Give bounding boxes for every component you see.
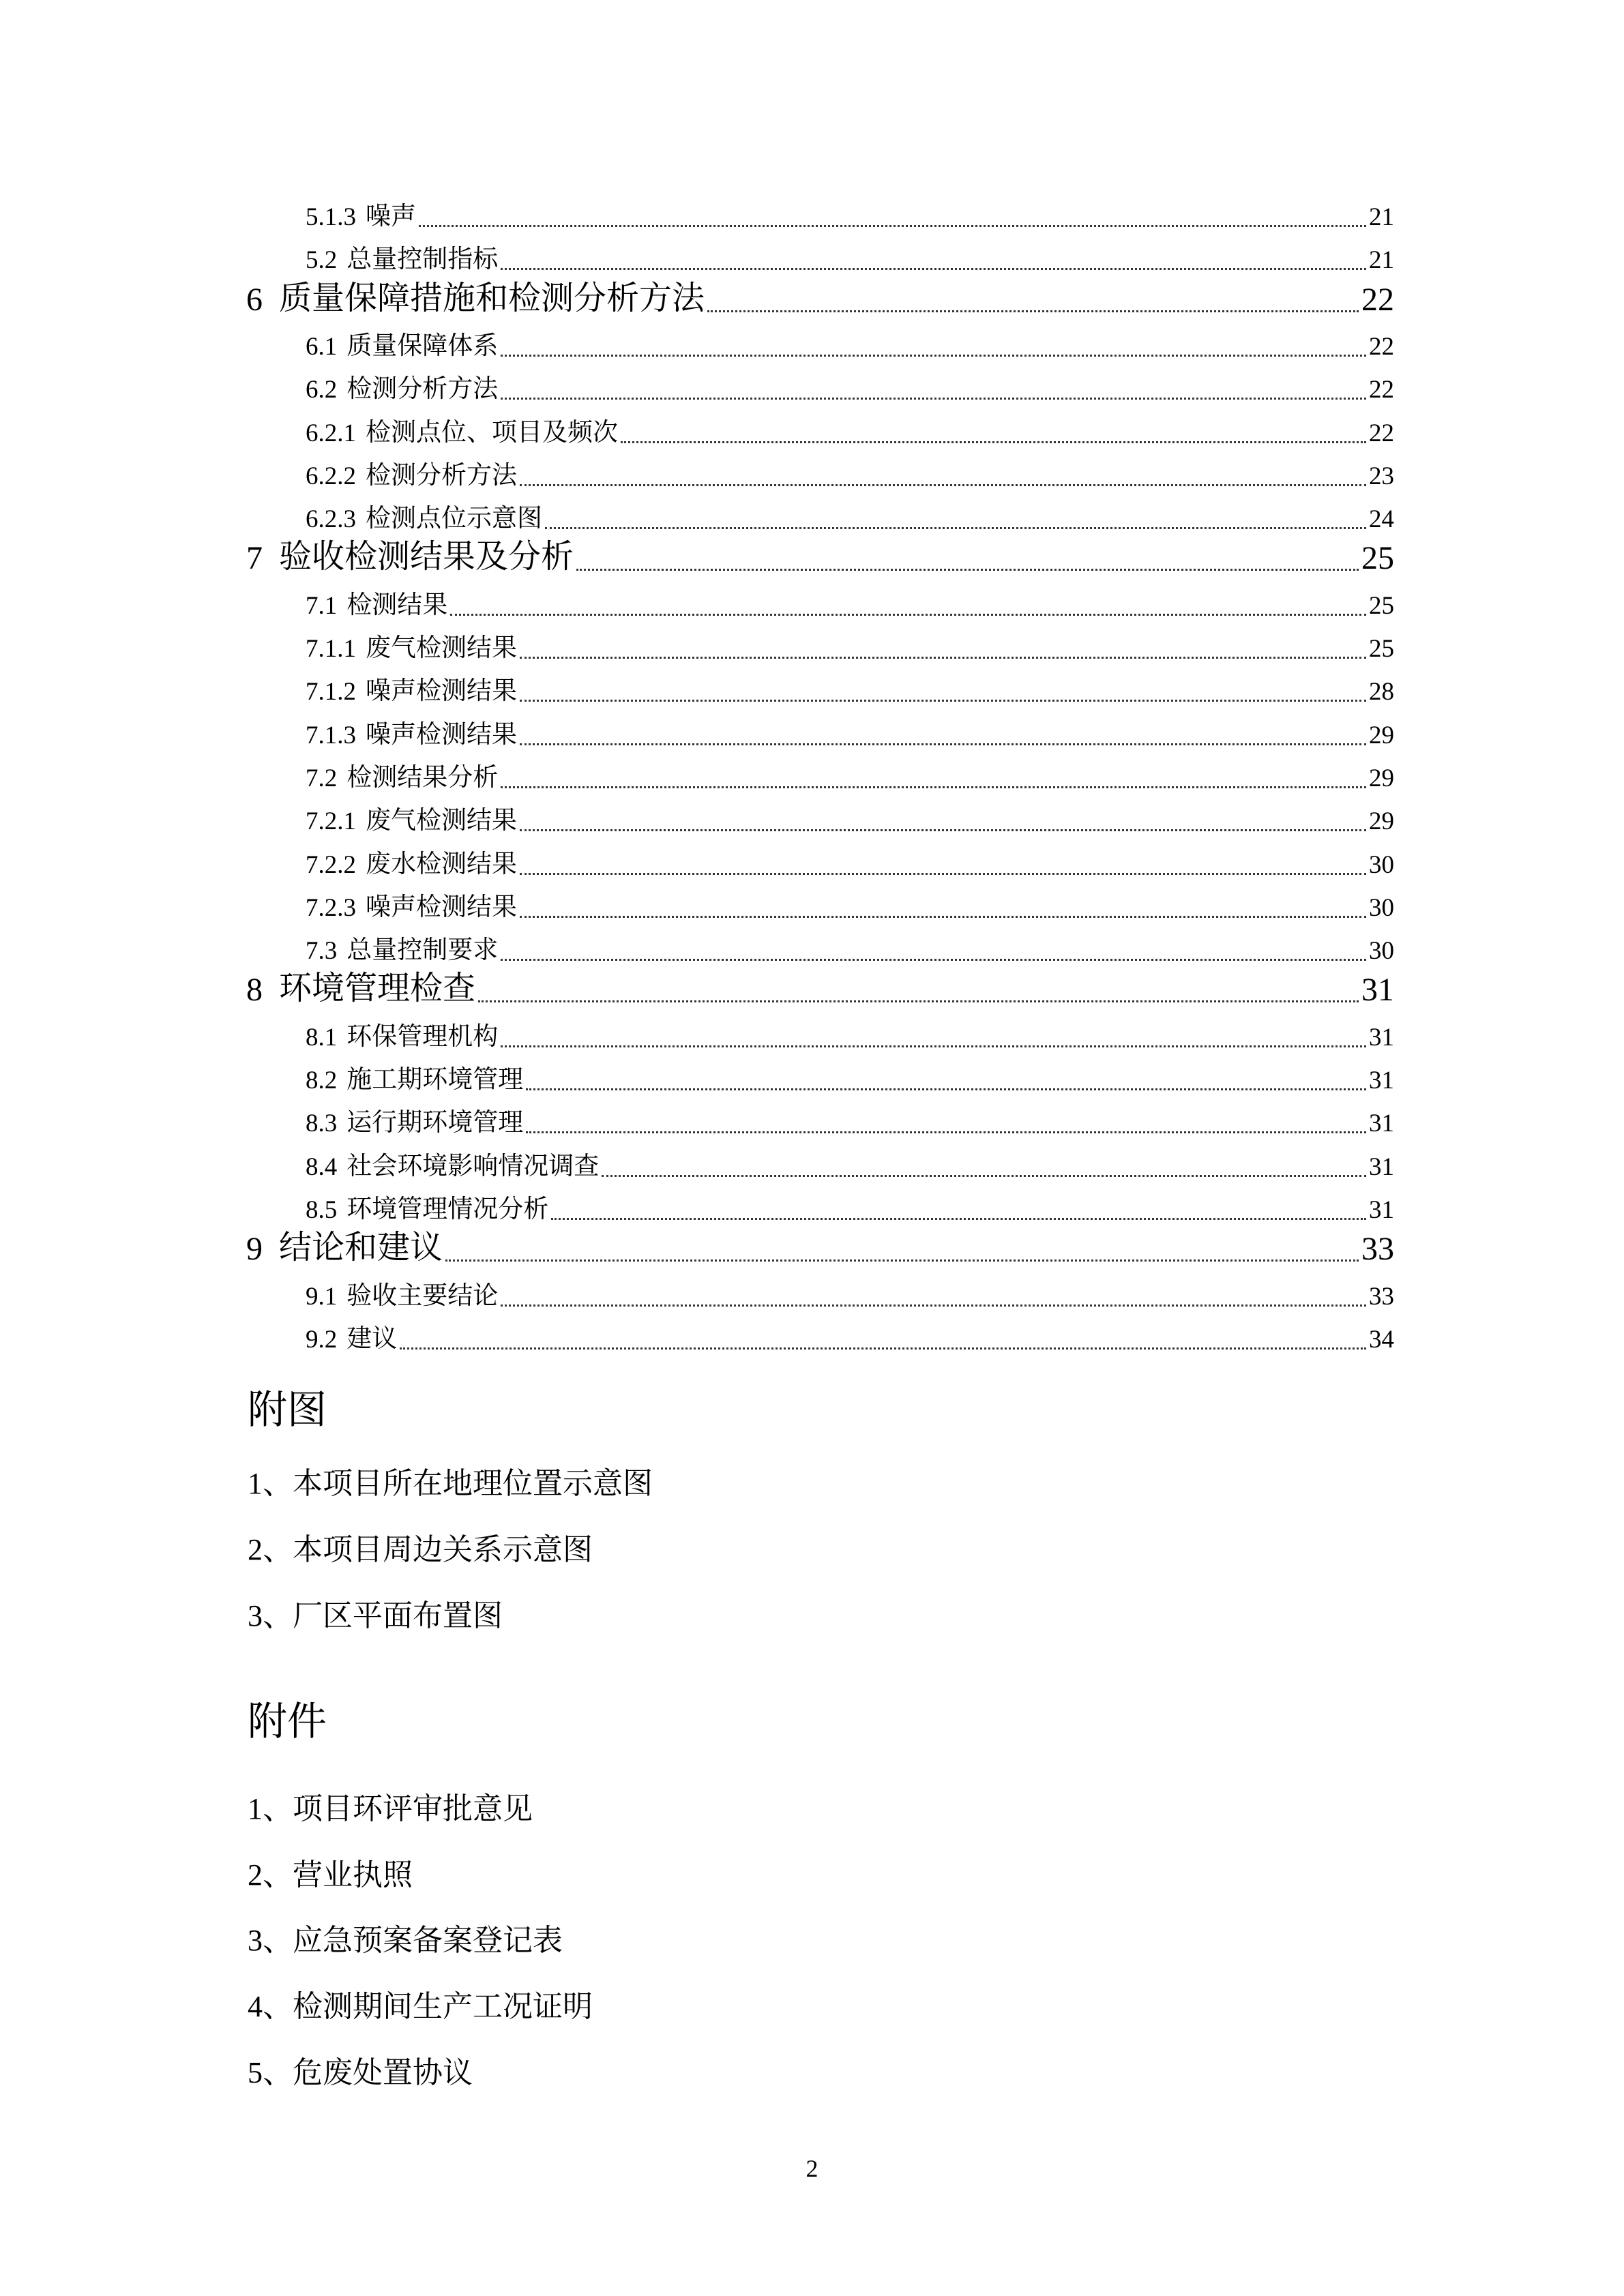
toc-entry-title: 质量保障体系 (346, 331, 499, 360)
toc-entry-number: 8 (246, 972, 263, 1009)
toc-entry-title: 废水检测结果 (366, 850, 517, 878)
toc-page-number: 30 (1369, 937, 1394, 966)
toc-page-number: 22 (1369, 376, 1394, 404)
toc-page-number: 29 (1369, 764, 1394, 792)
toc-section-entry (306, 623, 1394, 664)
toc-entry-title: 环境管理情况分析 (346, 1195, 549, 1223)
toc-dot-leader (520, 657, 1366, 659)
toc-entry-title: 噪声检测结果 (366, 893, 517, 921)
toc-page-number: 21 (1369, 246, 1394, 275)
toc-chapter-entry (246, 532, 1394, 577)
toc-dot-leader (520, 829, 1366, 831)
toc-dot-leader (551, 1218, 1366, 1220)
toc-section-entry (306, 882, 1394, 923)
toc-entry-number: 6.2.2 (306, 462, 356, 490)
toc-section-entry (306, 234, 1394, 275)
toc-entry-number: 8.2 (306, 1067, 338, 1094)
toc-entry-number: 5.1.3 (306, 203, 356, 231)
page-number: 2 (806, 2155, 818, 2182)
toc-dot-leader (526, 1088, 1366, 1090)
toc-entry-title: 结论和建议 (279, 1229, 443, 1266)
toc-entry-number: 7.2 (306, 764, 338, 792)
toc-page-number: 29 (1369, 721, 1394, 749)
toc-section-entry (306, 407, 1394, 448)
toc-page-number: 25 (1369, 591, 1394, 620)
toc-dot-leader (419, 225, 1366, 227)
figure-item: 2、本项目周边关系示意图 (248, 1533, 593, 1566)
toc-page-number: 23 (1369, 462, 1394, 490)
toc-entry-title: 施工期环境管理 (346, 1066, 524, 1094)
toc-dot-leader (501, 1304, 1366, 1307)
toc-section-entry (306, 1054, 1394, 1095)
toc-page-number: 28 (1369, 678, 1394, 706)
toc-entry-title: 验收主要结论 (346, 1281, 499, 1310)
toc-entry-title: 检测点位、项目及频次 (366, 418, 618, 447)
toc-section-entry (306, 493, 1394, 534)
toc-section-entry (306, 839, 1394, 880)
toc-entry-title: 废气检测结果 (366, 807, 517, 835)
toc-section-entry (306, 363, 1394, 404)
toc-page-number: 31 (1369, 1023, 1394, 1052)
toc-entry-title: 建议 (346, 1324, 398, 1353)
toc-section-entry (306, 320, 1394, 361)
toc-entry-title: 环保管理机构 (346, 1022, 499, 1051)
toc-page-number: 21 (1369, 203, 1394, 231)
toc-dot-leader (576, 569, 1359, 571)
toc-entry-number: 8.1 (306, 1023, 338, 1052)
toc-section-entry (306, 666, 1394, 706)
toc-entry-title: 废气检测结果 (366, 634, 517, 662)
toc-entry-title: 社会环境影响情况调查 (346, 1152, 600, 1180)
attachment-item: 4、检测期间生产工况证明 (248, 1990, 593, 2023)
toc-section-entry (306, 752, 1394, 793)
toc-page-number: 31 (1369, 1195, 1394, 1224)
toc-page-number: 22 (1361, 281, 1394, 318)
toc-section-entry (306, 1313, 1394, 1354)
toc-entry-title: 检测结果 (346, 591, 448, 619)
toc-page-number: 31 (1369, 1152, 1394, 1181)
toc-entry-number: 7.1.3 (306, 721, 356, 749)
toc-dot-leader (501, 959, 1366, 961)
toc-entry-title: 检测分析方法 (366, 461, 517, 490)
toc-page-number: 31 (1369, 1109, 1394, 1138)
toc-entry-number: 7.1.2 (306, 678, 356, 706)
toc-section-entry (306, 1141, 1394, 1182)
toc-entry-number: 7 (246, 540, 263, 577)
toc-entry-number: 9.1 (306, 1282, 338, 1311)
toc-entry-number: 7.2.3 (306, 893, 356, 922)
toc-dot-leader (450, 614, 1366, 616)
toc-entry-title: 运行期环境管理 (346, 1109, 524, 1137)
toc-page-number: 34 (1369, 1325, 1394, 1354)
figure-item: 3、厂区平面布置图 (248, 1599, 503, 1632)
toc-page-number: 31 (1361, 972, 1394, 1009)
attachment-item: 5、危废处置协议 (248, 2056, 473, 2089)
toc-section-entry (306, 795, 1394, 836)
toc-entry-number: 6.2.1 (306, 419, 356, 447)
toc-chapter-entry (246, 964, 1394, 1009)
toc-page-number: 33 (1361, 1231, 1394, 1268)
toc-entry-title: 噪声检测结果 (366, 720, 517, 749)
toc-section-entry (306, 1097, 1394, 1138)
toc-page-number: 25 (1361, 540, 1394, 577)
toc-page-number: 30 (1369, 850, 1394, 879)
toc-entry-number: 7.2.2 (306, 850, 356, 879)
toc-section-entry (306, 450, 1394, 491)
toc-dot-leader (445, 1259, 1359, 1262)
toc-page-number: 30 (1369, 893, 1394, 922)
toc-entry-title: 总量控制要求 (346, 936, 499, 965)
toc-dot-leader (501, 268, 1366, 270)
toc-page-number: 29 (1369, 807, 1394, 836)
toc-entry-title: 验收检测结果及分析 (279, 539, 574, 576)
toc-page-number: 33 (1369, 1282, 1394, 1311)
toc-entry-number: 5.2 (306, 246, 338, 275)
toc-dot-leader (545, 527, 1366, 529)
toc-entry-number: 8.4 (306, 1152, 338, 1181)
toc-section-entry (306, 1184, 1394, 1225)
toc-dot-leader (526, 1131, 1366, 1133)
toc-dot-leader (520, 700, 1366, 702)
toc-page-number: 24 (1369, 505, 1394, 534)
attachment-item: 2、营业执照 (248, 1858, 413, 1892)
toc-entry-title: 噪声 (366, 203, 416, 230)
toc-section-entry (306, 580, 1394, 621)
toc-entry-number: 7.1 (306, 591, 338, 620)
toc-entry-number: 8.5 (306, 1195, 338, 1224)
attachment-item: 1、项目环评审批意见 (248, 1792, 533, 1825)
toc-entry-number: 7.1.1 (306, 635, 356, 663)
toc-page-number: 31 (1369, 1067, 1394, 1094)
toc-entry-number: 7.3 (306, 937, 338, 966)
toc-entry-number: 8.3 (306, 1109, 338, 1138)
attachments-heading: 附件 (248, 1699, 327, 1744)
toc-dot-leader (478, 1000, 1359, 1002)
toc-entry-title: 总量控制指标 (346, 245, 499, 274)
toc-dot-leader (520, 916, 1366, 918)
toc-section-entry (306, 191, 1394, 232)
toc-entry-number: 6.2.3 (306, 505, 356, 534)
toc-entry-number: 6.1 (306, 332, 338, 361)
toc-dot-leader (520, 873, 1366, 875)
toc-section-entry (306, 925, 1394, 966)
toc-dot-leader (501, 786, 1366, 788)
toc-entry-title: 噪声检测结果 (366, 677, 517, 706)
toc-page-number: 22 (1369, 332, 1394, 361)
toc-entry-title: 检测点位示意图 (366, 505, 542, 533)
toc-entry-title: 检测结果分析 (346, 763, 499, 792)
toc-dot-leader (621, 441, 1366, 443)
toc-dot-leader (520, 484, 1366, 486)
toc-dot-leader (707, 310, 1359, 312)
toc-entry-title: 质量保障措施和检测分析方法 (279, 280, 705, 316)
toc-entry-number: 9 (246, 1231, 263, 1268)
attachment-item: 3、应急预案备案登记表 (248, 1924, 563, 1957)
toc-dot-leader (400, 1347, 1366, 1350)
toc-section-entry (306, 1011, 1394, 1052)
toc-dot-leader (501, 398, 1366, 400)
toc-dot-leader (602, 1175, 1366, 1177)
toc-entry-number: 7.2.1 (306, 807, 356, 836)
toc-section-entry (306, 1270, 1394, 1311)
figure-item: 1、本项目所在地理位置示意图 (248, 1467, 653, 1500)
toc-chapter-entry (246, 1223, 1394, 1268)
toc-page-number: 25 (1369, 635, 1394, 663)
toc-dot-leader (501, 1045, 1366, 1047)
toc-chapter-entry (246, 273, 1394, 318)
toc-page-number: 22 (1369, 419, 1394, 447)
toc-entry-number: 9.2 (306, 1325, 338, 1354)
figures-heading: 附图 (248, 1388, 327, 1432)
toc-dot-leader (501, 355, 1366, 357)
toc-entry-number: 6 (246, 281, 263, 318)
toc-entry-title: 环境管理检查 (279, 970, 476, 1007)
toc-dot-leader (520, 743, 1366, 745)
toc-section-entry (306, 709, 1394, 750)
toc-entry-number: 6.2 (306, 376, 338, 404)
toc-entry-title: 检测分析方法 (346, 375, 499, 404)
